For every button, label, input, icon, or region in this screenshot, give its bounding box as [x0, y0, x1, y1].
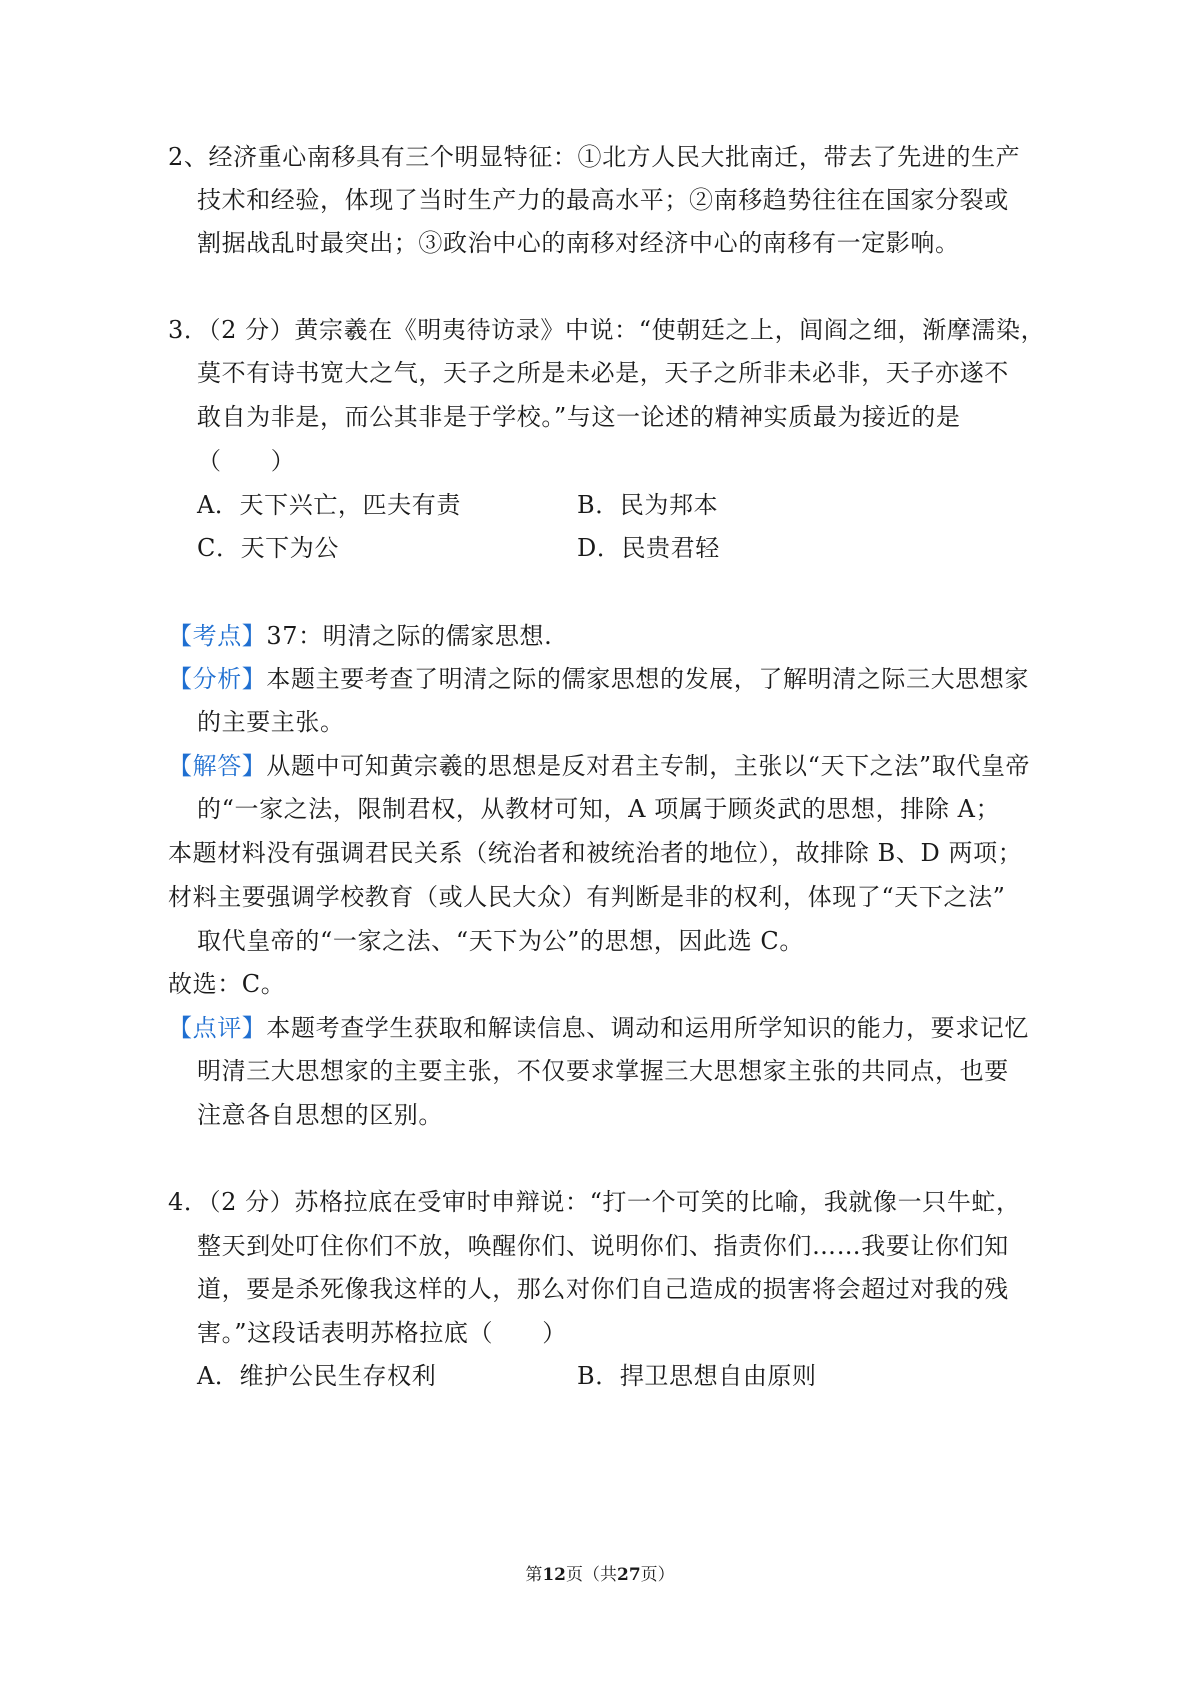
fenxi-tag: 【分析】 — [168, 665, 267, 693]
kaodian-line — [168, 620, 552, 652]
footer-prefix: 第 — [525, 1565, 543, 1585]
answer-line: 故选：C。 — [168, 970, 286, 998]
dianping-text-1: 本题考查学生获取和解读信息、调动和运用所学知识的能力，要求记忆 — [266, 1014, 1030, 1042]
jieda-line-1 — [168, 750, 1030, 782]
q4-stem-line-3: 道，要是杀死像我这样的人，那么对你们自己造成的损害将会超过对我的残 — [197, 1275, 1009, 1303]
item2-line-2: 技术和经验，体现了当时生产力的最高水平；②南移趋势往往在国家分裂或 — [197, 186, 1009, 214]
jieda-line-3: 本题材料没有强调君民关系（统治者和被统治者的地位），故排除 B、D 两项； — [168, 839, 1023, 867]
footer-page-number: 12 — [542, 1565, 566, 1585]
q4-stem-line-4: 害。”这段话表明苏格拉底（ ） — [197, 1319, 567, 1347]
item2-line-1: 2、经济重心南移具有三个明显特征：①北方人民大批南迁，带去了先进的生产 — [168, 143, 1021, 171]
dianping-line-1 — [168, 1012, 1029, 1044]
q3-option-c: C．天下为公 — [197, 534, 339, 562]
q3-stem-line-3: 敢自为非是，而公其非是于学校。”与这一论述的精神实质最为接近的是 — [197, 403, 961, 431]
q3-option-d: D．民贵君轻 — [577, 534, 720, 562]
q3-option-b: B．民为邦本 — [577, 491, 719, 519]
jieda-tag: 【解答】 — [168, 752, 267, 780]
q3-stem-line-4: （ ） — [197, 447, 296, 475]
jieda-line-5: 取代皇帝的“一家之法、“天下为公”的思想，因此选 C。 — [197, 927, 804, 955]
q4-option-a: A．维护公民生存权利 — [197, 1362, 437, 1390]
q4-stem-line-1: 4．（2 分）苏格拉底在受审时申辩说：“打一个可笑的比喻，我就像一只牛虻， — [168, 1188, 1021, 1216]
dianping-tag: 【点评】 — [168, 1014, 267, 1042]
kaodian-tag: 【考点】 — [168, 622, 267, 650]
item2-line-3: 割据战乱时最突出；③政治中心的南移对经济中心的南移有一定影响。 — [197, 229, 960, 257]
fenxi-line-1 — [168, 663, 1029, 695]
q3-stem-line-1: 3．（2 分）黄宗羲在《明夷待访录》中说：“使朝廷之上，闾阎之细，渐摩濡染， — [168, 316, 1046, 344]
footer-mid: 页（共 — [566, 1565, 617, 1585]
jieda-line-2: 的“一家之法，限制君权，从教材可知，A 项属于顾炎武的思想，排除 A； — [197, 795, 1001, 823]
footer-suffix: 页） — [640, 1565, 675, 1585]
jieda-text-1: 从题中可知黄宗羲的思想是反对君主专制，主张以“天下之法”取代皇帝 — [266, 752, 1031, 780]
q4-stem-line-2: 整天到处叮住你们不放，唤醒你们、说明你们、指责你们……我要让你们知 — [197, 1232, 1009, 1260]
fenxi-line-2: 的主要主张。 — [197, 708, 345, 736]
page-footer — [0, 1563, 1200, 1587]
dianping-line-3: 注意各自思想的区别。 — [197, 1101, 443, 1129]
footer-total-pages: 27 — [617, 1565, 641, 1585]
jieda-line-4: 材料主要强调学校教育（或人民大众）有判断是非的权利，体现了“天下之法” — [168, 883, 1006, 911]
q3-option-a: A．天下兴亡，匹夫有责 — [197, 491, 461, 519]
q4-option-b: B．捍卫思想自由原则 — [577, 1362, 817, 1390]
dianping-line-2: 明清三大思想家的主要主张，不仅要求掌握三大思想家主张的共同点，也要 — [197, 1057, 1009, 1085]
fenxi-text-1: 本题主要考查了明清之际的儒家思想的发展，了解明清之际三大思想家 — [266, 665, 1030, 693]
kaodian-text: 37：明清之际的儒家思想. — [266, 622, 553, 650]
q3-stem-line-2: 莫不有诗书宽大之气，天子之所是未必是，天子之所非未必非，天子亦遂不 — [197, 359, 1009, 387]
